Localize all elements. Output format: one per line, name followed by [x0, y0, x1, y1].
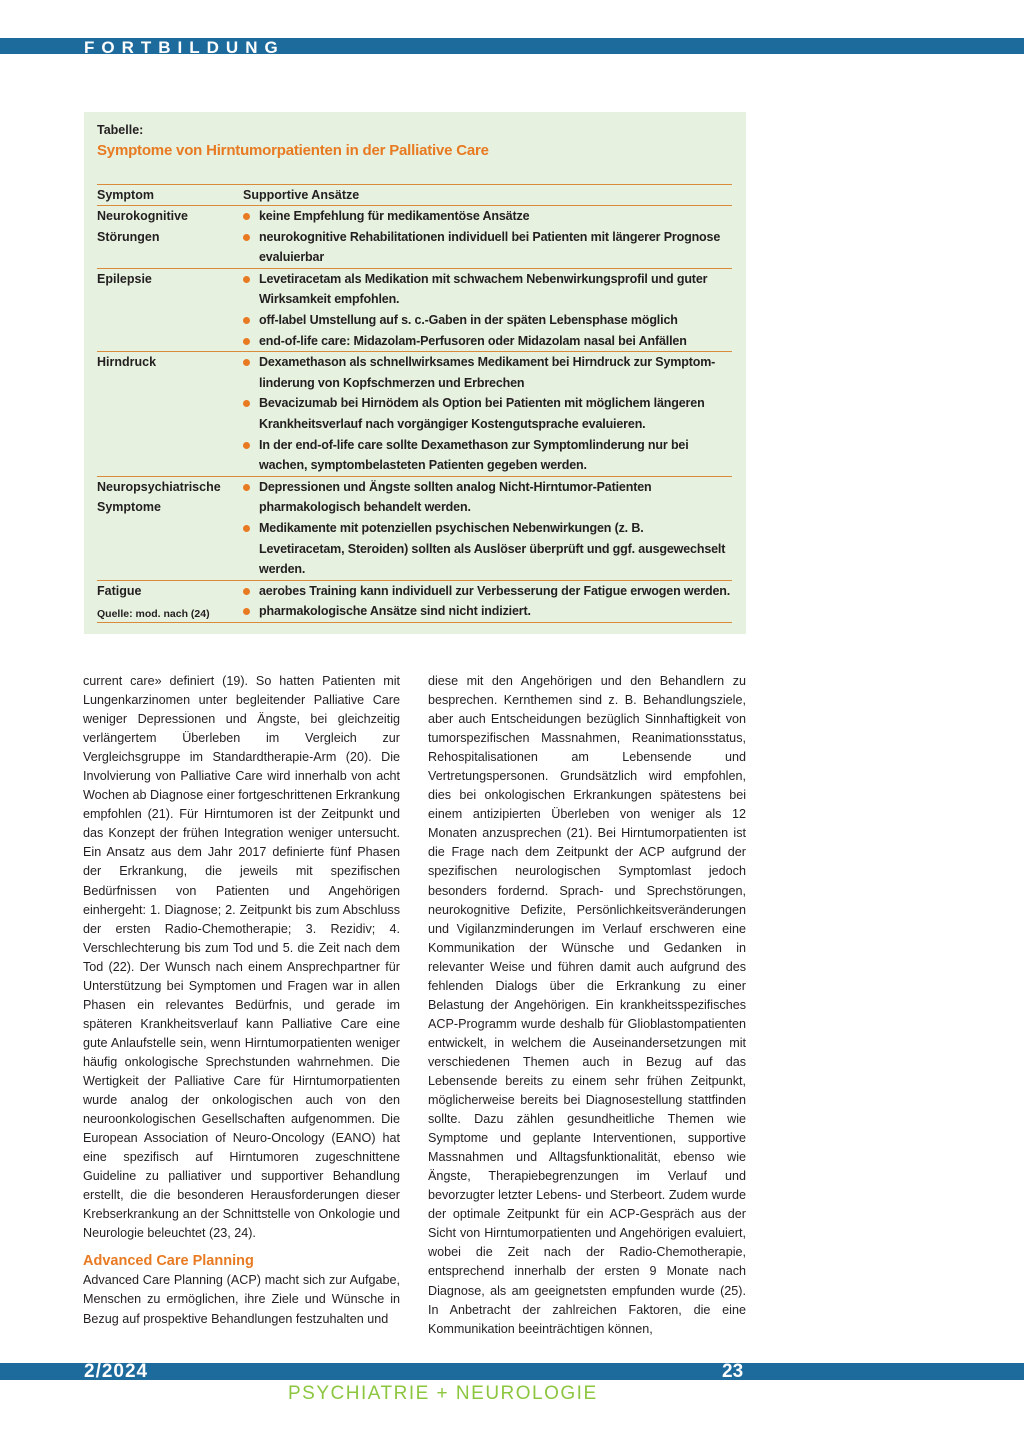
bullet-dot-icon	[243, 477, 259, 518]
table-title: Symptome von Hirntumorpatienten in der Palliative Care	[97, 142, 489, 159]
bullet-text: Levetiracetam als Medikation mit schwachem Nebenwirkungsprofil und guter Wirksamkeit empfohlen.	[259, 271, 708, 307]
symptom-label: Symptome	[97, 500, 161, 515]
approaches-cell	[243, 352, 732, 476]
page-number: 23	[722, 1361, 744, 1382]
bullet-item	[243, 331, 732, 352]
bullet-text: keine Empfehlung für medikamentöse Ansätze	[259, 209, 530, 223]
bullet-item	[243, 518, 732, 580]
symptom-cell	[97, 269, 243, 351]
symptom-cell	[97, 477, 243, 580]
bullet-item	[243, 206, 732, 227]
bullet-item	[243, 581, 732, 602]
table-body	[97, 206, 732, 623]
bullet-dot-icon	[243, 269, 259, 310]
table-row	[97, 352, 732, 477]
bullet-dot-icon	[243, 435, 259, 476]
bullet-item	[243, 393, 732, 434]
bullet-text: end-of-life care: Midazolam-Perfusoren oder Midazolam nasal bei Anfällen	[259, 333, 687, 348]
bullet-item	[243, 477, 732, 518]
bullet-item	[243, 435, 732, 476]
body-paragraph: current care» definiert (19). So hatten Patienten mit Lungenkarzinomen unter begleitender Palliative Care weniger Depressionen und Ängste, bei gleichzeitig verlängertem Überleben im Vergleich zur Vergleichsgruppe im Standardtherapie-Arm (20). Die Involvierung von Palliative Care wird innerhalb von acht Wochen ab Diagnose einer fortgeschrittenen Erkrankung empfohlen (21). Für Hirntumoren ist der Zeitpunkt und das Konzept der frühen Integration weniger untersucht. Ein Ansatz aus dem Jahr 2017 definierte fünf Phasen der Erkrankung, die jeweils mit spezifischen Bedürfnissen von Patienten und Angehörigen einhergeht: 1. Diagnose; 2. Zeitpunkt bis zum Abschluss der ersten Radio-Chemotherapie; 3. Rezidiv; 4. Verschlechterung bis zum Tod und 5. die Zeit nach dem Tod (22). Der Wunsch nach einem Ansprechpartner für Unterstützung bei Symptomen und Fragen war in allen Phasen ein relevantes Bedürfnis, und gerade im späteren Krankheitsverlauf kann Palliative Care eine gute Anlaufstelle sein, wenn Hirntumorpatienten weniger häufig onkologische Sprechstunden wahrnehmen. Die Wertigkeit der Palliative Care für Hirntumorpatienten wurde analog der onkologischen auch von den neuroonkologischen Gesellschaften aufgenommen. Die European Association of Neuro-Oncology (EANO) hat eine spezifisch auf Hirntumoren zugeschnittene Guideline zu palliativer und supportiver Behandlung erstellt, die die besonderen Herausforderungen dieser Krebserkrankung an der Schnittstelle von Onkologie und Neurologie beleuchtet (23, 24).	[83, 674, 400, 1241]
bullet-item	[243, 601, 732, 622]
symptom-label: Neuropsychiatrische	[97, 479, 221, 494]
bullet-text: Depressionen und Ängste sollten analog Nicht-Hirntumor-Patienten pharmakologisch behandelt werden.	[259, 479, 652, 515]
bullet-item	[243, 352, 732, 393]
bullet-item	[243, 269, 732, 310]
journal-name: PSYCHIATRIE + NEUROLOGIE	[288, 1383, 598, 1404]
symptom-label: Störungen	[97, 229, 160, 244]
bullet-dot-icon	[243, 310, 259, 331]
approaches-cell	[243, 206, 732, 268]
symptom-label: Fatigue	[97, 583, 142, 598]
table-header-row	[97, 185, 732, 206]
symptom-table-box	[84, 112, 746, 634]
bullet-text: Medikamente mit potenziellen psychischen Nebenwirkungen (z. B. Levetiracetam, Steroiden) sollten als Auslöser überprüft und ggf. ausgewechselt werden.	[259, 520, 726, 577]
bullet-dot-icon	[243, 352, 259, 393]
bullet-dot-icon	[243, 601, 259, 622]
column-header-symptom: Symptom	[97, 188, 154, 202]
bullet-dot-icon	[243, 393, 259, 434]
bullet-dot-icon	[243, 331, 259, 352]
table-row	[97, 477, 732, 581]
text-column-right	[428, 672, 746, 1339]
text-column-left	[83, 672, 400, 1329]
issue-number: 2/2024	[84, 1361, 149, 1382]
bullet-dot-icon	[243, 227, 259, 268]
symptom-table	[97, 184, 732, 623]
table-row	[97, 206, 732, 269]
bullet-text: neurokognitive Rehabilitationen individuell bei Patienten mit längerer Prognose evaluierbar	[259, 229, 721, 265]
column-header-approaches: Supportive Ansätze	[243, 188, 360, 202]
approaches-cell	[243, 269, 732, 351]
bullet-dot-icon	[243, 581, 259, 602]
bullet-text: Dexamethason als schnellwirksames Medikament bei Hirndruck zur Symptomlinderung von Kopfschmerzen und Erbrechen	[259, 355, 716, 390]
bullet-item	[243, 227, 732, 268]
symptom-label: Neurokognitive	[97, 209, 188, 223]
bullet-item	[243, 310, 732, 331]
symptom-label: Epilepsie	[97, 271, 152, 286]
section-heading: Advanced Care Planning	[83, 1253, 254, 1270]
footer-band	[0, 1363, 1024, 1380]
symptom-label: Hirndruck	[97, 355, 157, 370]
bullet-dot-icon	[243, 206, 259, 227]
symptom-cell	[97, 352, 243, 476]
bullet-text: In der end-of-life care sollte Dexamethason zur Symptomlinderung nur bei wachen, symptombelasteten Patienten gegeben werden.	[259, 437, 689, 473]
bullet-text: aerobes Training kann individuell zur Verbesserung der Fatigue erwogen werden.	[259, 583, 731, 598]
bullet-text: pharmakologische Ansätze sind nicht indiziert.	[259, 604, 531, 619]
bullet-text: off-label Umstellung auf s. c.-Gaben in der späten Lebensphase möglich	[259, 312, 678, 327]
table-source: Quelle: mod. nach (24)	[97, 608, 210, 620]
bullet-dot-icon	[243, 518, 259, 580]
body-paragraph: Advanced Care Planning (ACP) macht sich zur Aufgabe, Menschen zu ermöglichen, ihre Ziele und Wünsche in Bezug auf prospektive Behandlungen festzuhalten und	[83, 1273, 400, 1326]
body-paragraph: diese mit den Angehörigen und den Behandlern zu besprechen. Kernthemen sind z. B. Behandlungsziele, aber auch Entscheidungen bezüglich Sinnhaftigkeit von tumorspezifischen Massnahmen, Reanimationsstatus, Rehospitalisationen am Lebensende und Vertretungspersonen. Grundsätzlich wird empfohlen, dies bei onkologischen Erkrankungen spätestens bei einem antizipierten Überleben von weniger als 12 Monaten anzusprechen (21). Bei Hirntumorpatienten ist die Frage nach dem Zeitpunkt der ACP aufgrund der spezifischen neurologischen Symptomlast jedoch besonders fordernd. Sprach- und Sprechstörungen, neurokognitive Defizite, Persönlichkeitsveränderungen und Vigilanzminderungen im Verlauf erschweren eine Kommunikation der Wünsche und Gedanken in relevanter Weise und führen damit auch aufgrund des fehlenden Dialogs über die Erkrankung zu einer Belastung der Angehörigen. Ein krankheitsspezifisches ACP-Programm wurde deshalb für Glioblastompatienten entwickelt, in welchem die Auseinandersetzungen mit verschiedenen Themen auch in Bezug auf das Lebensende bereits zu einem sehr frühen Zeitpunkt, möglicherweise bereits bei Diagnosestellung stattfinden sollte. Dazu zählen gesundheitliche Themen wie Symptome und geplante Interventionen, supportive Massnahmen und Alltagsfunktionalität, ebenso wie Ängste, Therapiebegrenzungen im Verlauf und bevorzugter letzter Lebens- und Sterbeort. Zudem wurde der optimale Zeitpunkt für ein ACP-Gespräch aus der Sicht von Hirntumorpatienten und Angehörigen evaluiert, wobei die Zeit nach der Radio-Chemotherapie, entsprechend innerhalb der ersten 9 Monate nach Diagnose, als am geeignetsten empfunden wurde (25). In Anbetracht der zahlreichen Faktoren, die eine Kommunikation beeinträchtigen können,	[428, 674, 746, 1336]
approaches-cell	[243, 477, 732, 580]
table-row	[97, 269, 732, 352]
bullet-text: Bevacizumab bei Hirnödem als Option bei Patienten mit möglichem längeren Krankheitsverlauf nach vorgängiger Kostengutsprache evaluieren.	[259, 396, 705, 431]
table-kicker: Tabelle:	[97, 123, 144, 137]
approaches-cell	[243, 581, 732, 622]
section-label: FORTBILDUNG	[84, 38, 285, 57]
symptom-cell	[97, 206, 243, 268]
